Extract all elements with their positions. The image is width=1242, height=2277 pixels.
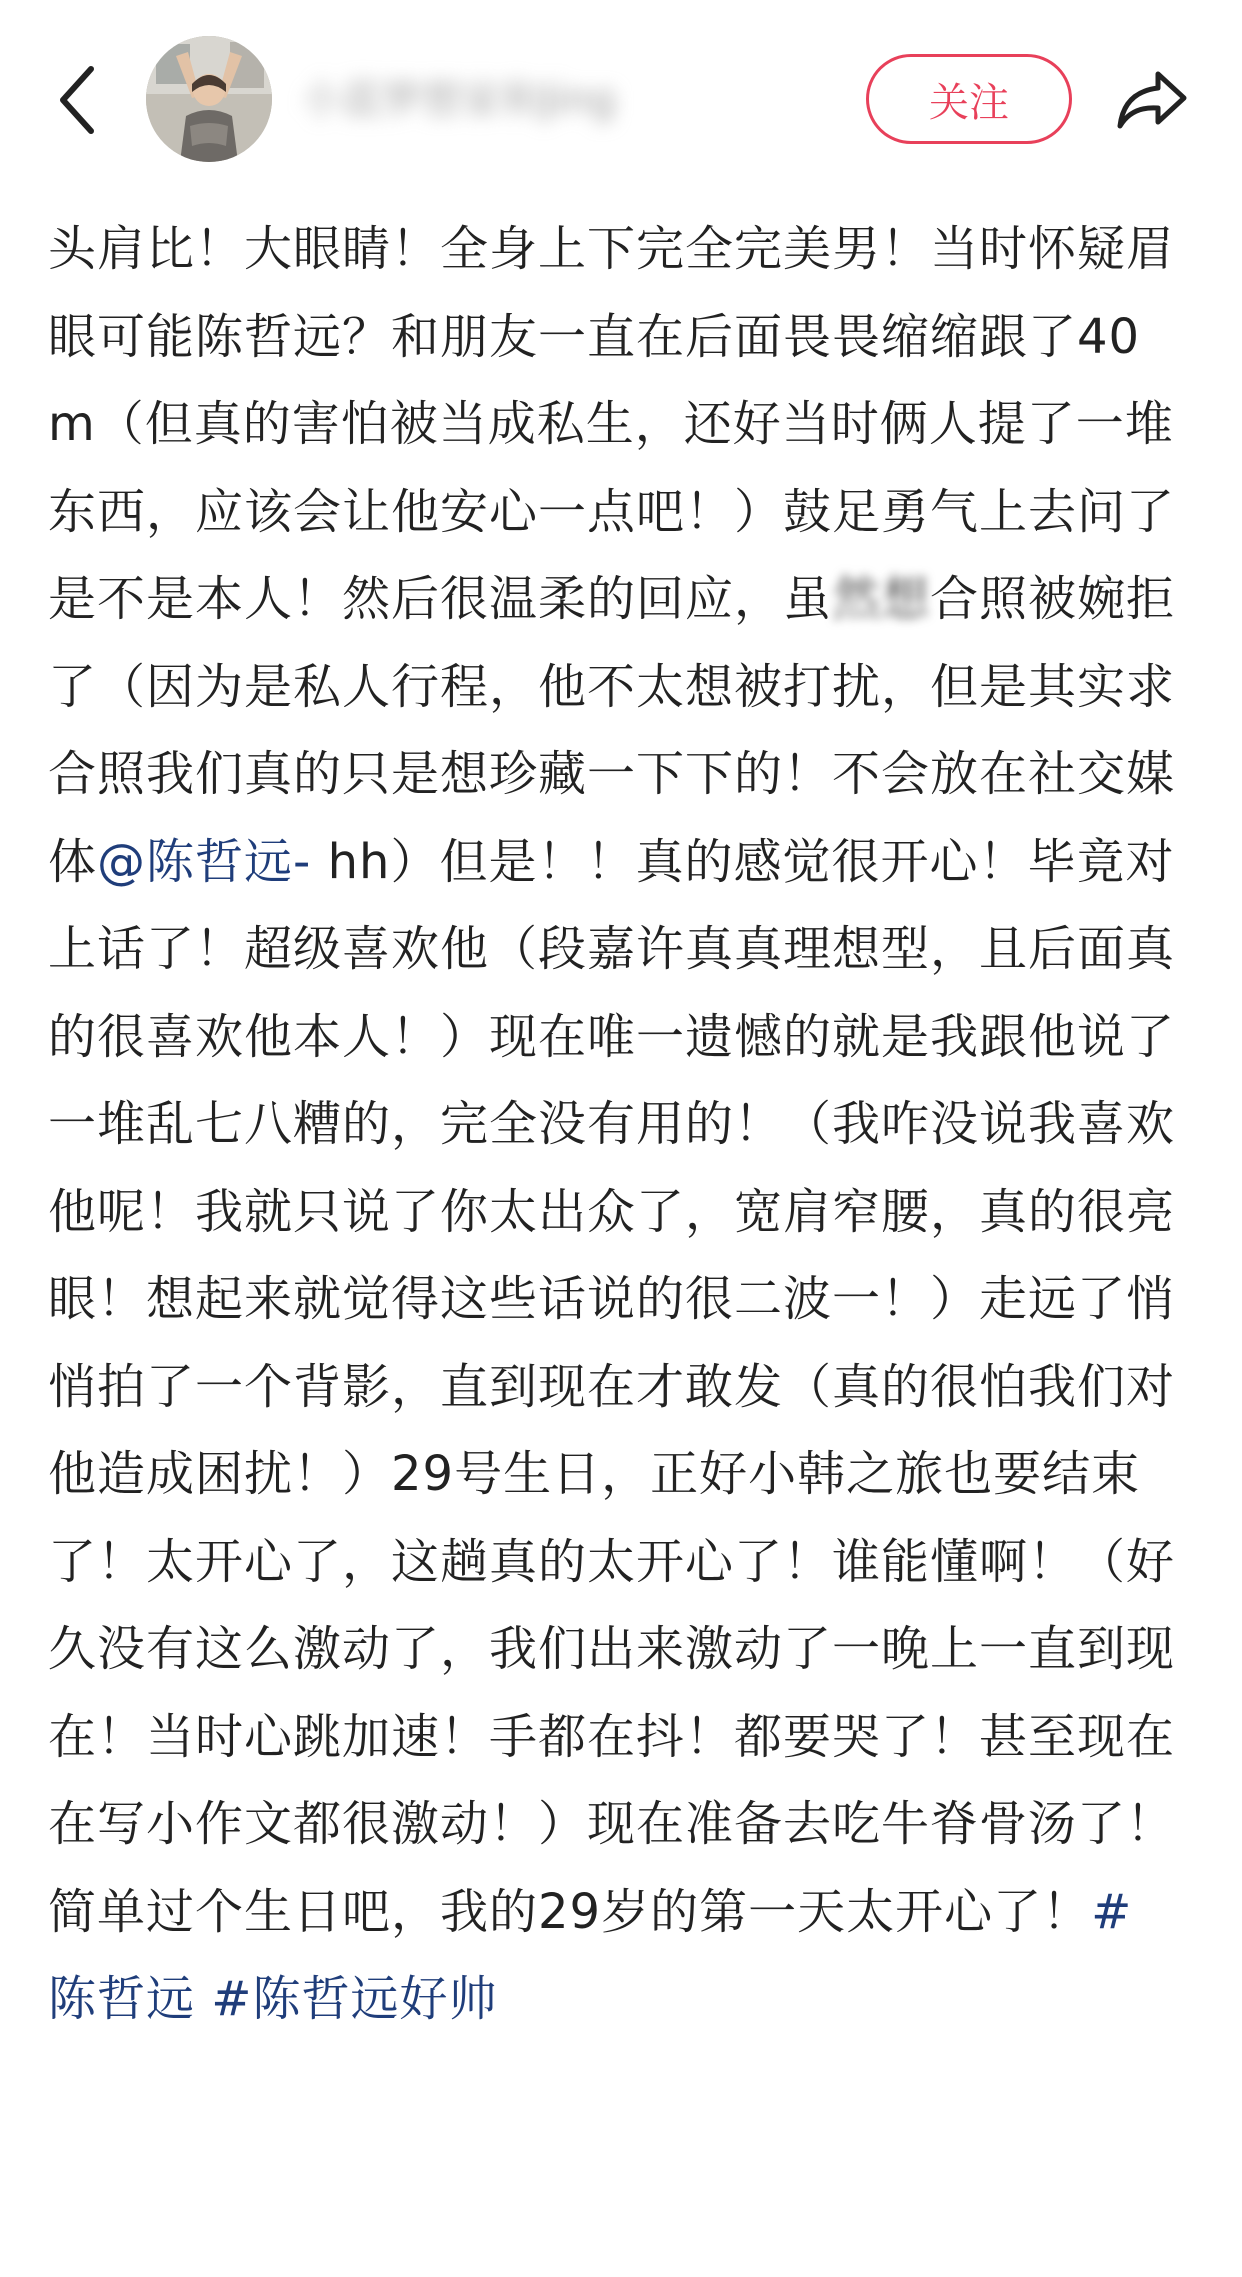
avatar-image	[146, 36, 272, 162]
post-text-part-1: 头肩比！大眼睛！全身上下完全完美男！当时怀疑眉眼可能陈哲远？和朋友一直在后面畏畏缩缩跟了40m（但真的害怕被当成私生，还好当时俩人提了一堆东西，应该会让他安心一点吧！）鼓足勇气上去问了是不是本人！然后很温柔的回应，虽	[48, 221, 1176, 627]
back-button[interactable]	[40, 52, 114, 148]
username[interactable]: 小蓝梦想家和Jing	[302, 77, 616, 123]
top-bar	[0, 0, 1242, 200]
hashtag-link-2[interactable]: #陈哲远好帅	[211, 1971, 498, 2027]
user-mention-link[interactable]: @陈哲远-	[97, 833, 312, 890]
post-text-part-2: 合照被婉拒了（因为是私人行程，他不太想被打扰，但是其实求合照我们真的只是想珍藏一下下的！不会放在社交媒体	[48, 571, 1176, 890]
hashtag-link-1[interactable]: #陈哲远	[48, 1883, 1133, 2027]
user-avatar[interactable]	[146, 36, 272, 162]
post-content	[48, 206, 1178, 2044]
post-text-part-3: hh）但是！！真的感觉很开心！毕竟对上话了！超级喜欢他（段嘉许真真理想型，且后面真的很喜欢他本人！）现在唯一遗憾的就是我跟他说了一堆乱七八糟的，完全没有用的！（我咋没说我喜欢他呢！我就只说了你太出众了，宽肩窄腰，真的很亮眼！想起来就觉得这些话说的很二波一！）走远了悄悄拍了一个背影，直到现在才敢发（真的很怕我们对他造成困扰！）29号生日，正好小韩之旅也要结束了！太开心了，这趟真的太开心了！谁能懂啊！（好久没有这么激动了，我们出来激动了一晚上一直到现在！当时心跳加速！手都在抖！都要哭了！甚至现在在写小作文都很激动！）现在准备去吃牛脊骨汤了！简单过个生日吧，我的29岁的第一天太开心了！	[48, 833, 1176, 1940]
blurred-word: 然想	[832, 571, 931, 627]
follow-button[interactable]: 关注	[866, 54, 1072, 144]
chevron-left-icon	[57, 65, 97, 135]
share-arrow-icon	[1114, 68, 1190, 132]
share-button[interactable]	[1108, 56, 1196, 144]
